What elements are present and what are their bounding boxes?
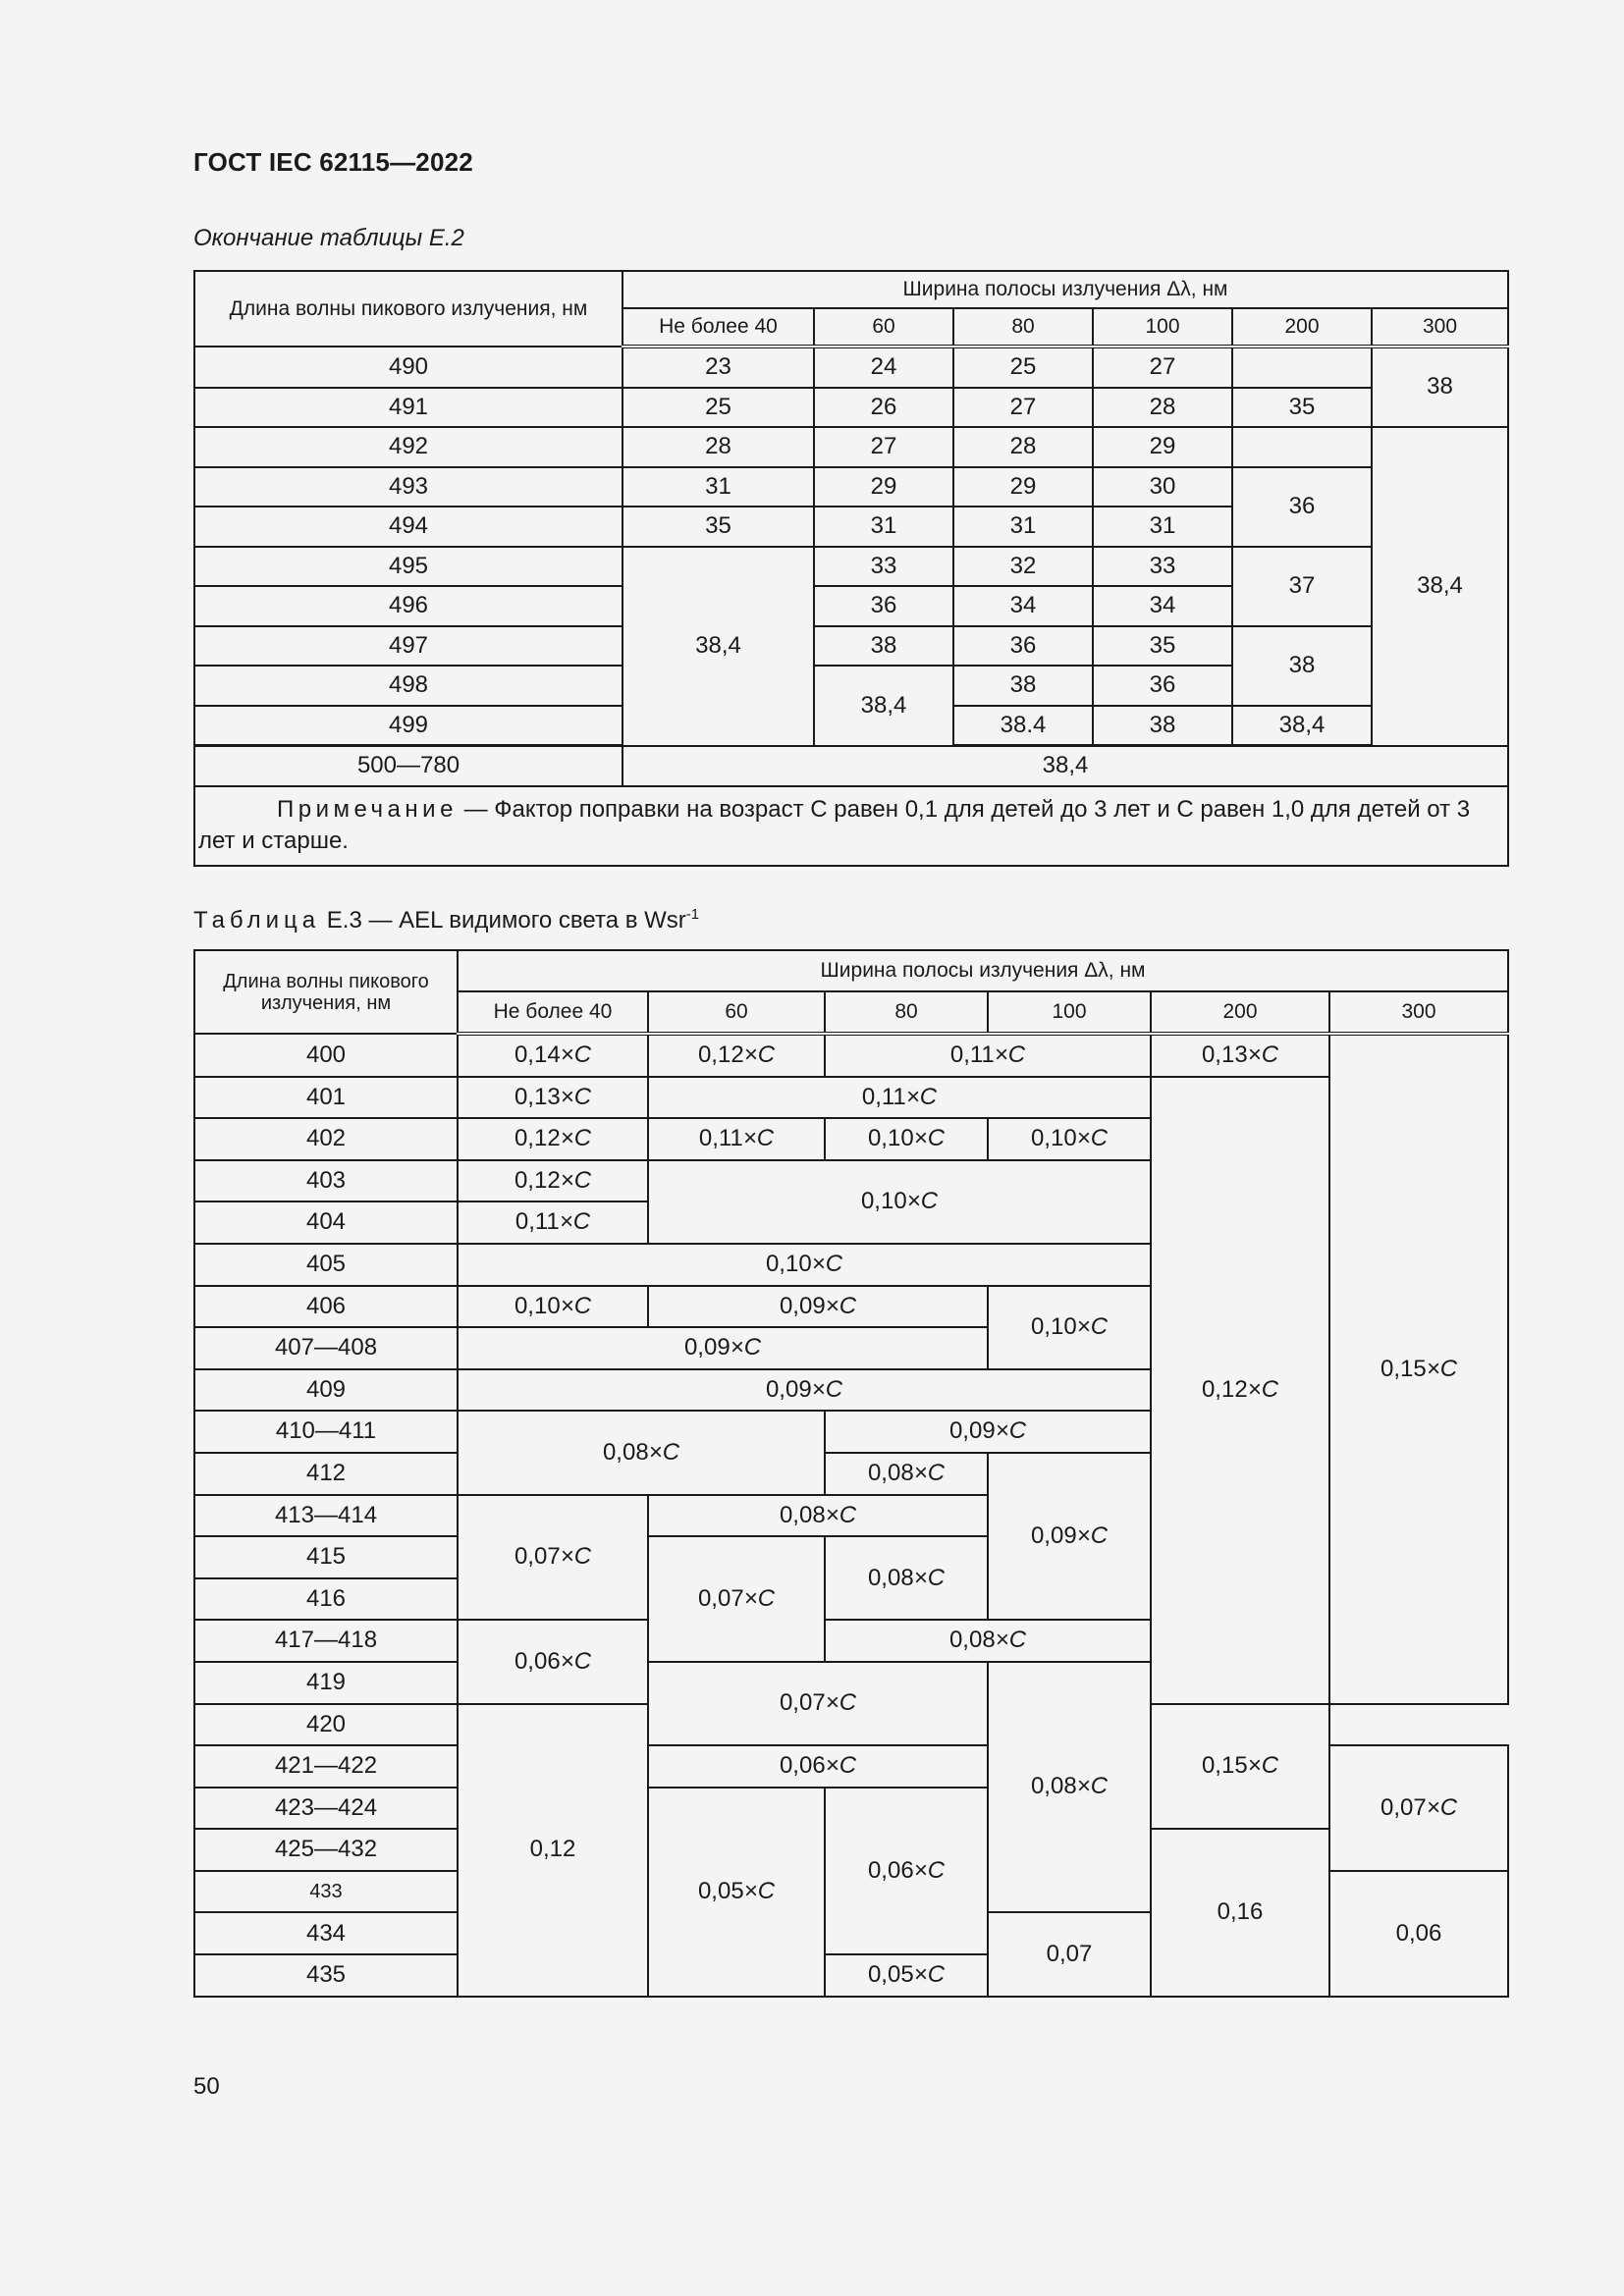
value-cell: 0,08×C (458, 1411, 825, 1494)
page-number: 50 (193, 2073, 220, 2100)
wavelength-cell: 401 (194, 1077, 458, 1119)
value-cell: 0,13×C (458, 1077, 648, 1119)
value-cell: 31 (623, 467, 814, 507)
table-e2 (193, 270, 1509, 867)
table-note (194, 786, 1508, 867)
value-cell: 0,10×C (648, 1160, 1151, 1244)
header-bw-80: 80 (953, 308, 1093, 347)
value-cell: 30 (1093, 467, 1232, 507)
wavelength-cell: 499 (194, 706, 623, 746)
value-cell: 35 (1093, 626, 1232, 667)
value-cell: 0,10×C (988, 1286, 1151, 1369)
value-cell: 31 (953, 507, 1093, 547)
wavelength-cell: 495 (194, 547, 623, 587)
value-cell: 0,12×C (458, 1118, 648, 1160)
wavelength-cell: 404 (194, 1201, 458, 1244)
value-cell: 0,15×C (1329, 1034, 1508, 1704)
value-cell: 0,12 (458, 1704, 648, 1997)
value-cell: 0,09×C (458, 1327, 988, 1369)
wavelength-cell: 493 (194, 467, 623, 507)
value-cell: 0,12×C (648, 1034, 825, 1077)
value-cell: 0,09×C (458, 1369, 1151, 1412)
header-wavelength: Длина волны пикового излучения, нм (194, 950, 458, 1034)
note-label: Примечание (277, 795, 458, 823)
value-cell: 38,4 (623, 547, 814, 746)
value-cell: 37 (1232, 547, 1372, 626)
value-cell: 35 (1232, 388, 1372, 428)
value-cell: 25 (953, 347, 1093, 388)
wavelength-cell: 497 (194, 626, 623, 667)
header-bw-80: 80 (825, 991, 988, 1034)
value-cell: 0,07×C (458, 1495, 648, 1621)
value-cell: 36 (814, 586, 953, 626)
wavelength-cell: 500—780 (194, 746, 623, 786)
value-cell: 0,07×C (648, 1536, 825, 1662)
value-cell: 0,08×C (825, 1536, 988, 1620)
value-cell: 0,08×C (825, 1620, 1151, 1662)
header-bw-200: 200 (1151, 991, 1329, 1034)
wavelength-cell: 406 (194, 1286, 458, 1328)
wavelength-cell: 400 (194, 1034, 458, 1077)
value-cell: 34 (1093, 586, 1232, 626)
value-cell: 0,11×C (648, 1077, 1151, 1119)
value-cell: 0,06 (1329, 1871, 1508, 1997)
table-row (194, 746, 1508, 786)
wavelength-cell: 412 (194, 1453, 458, 1495)
value-cell: 0,09×C (988, 1453, 1151, 1620)
value-cell: 0,16 (1151, 1829, 1329, 1996)
table-row (194, 1077, 1508, 1119)
wavelength-cell: 407—408 (194, 1327, 458, 1369)
header-bw-100: 100 (988, 991, 1151, 1034)
wavelength-cell: 494 (194, 507, 623, 547)
wavelength-cell: 415 (194, 1536, 458, 1578)
wavelength-cell: 496 (194, 586, 623, 626)
header-bw-200: 200 (1232, 308, 1372, 347)
value-cell: 0,10×C (988, 1118, 1151, 1160)
table-row (194, 1034, 1508, 1077)
value-cell: 0,13×C (1151, 1034, 1329, 1077)
value-cell: 0,05×C (825, 1954, 988, 1997)
value-cell: 0,09×C (825, 1411, 1151, 1453)
note-text: — Фактор поправки на возраст C равен 0,1 для детей до 3 лет и C равен 1,0 для детей от 3 лет и старше. (198, 795, 1471, 854)
wavelength-cell: 498 (194, 666, 623, 706)
value-cell: 26 (814, 388, 953, 428)
wavelength-cell: 425—432 (194, 1829, 458, 1871)
table-row (194, 427, 1508, 467)
header-bw-40: Не более 40 (458, 991, 648, 1034)
wavelength-cell: 421—422 (194, 1745, 458, 1788)
value-cell: 0,09×C (648, 1286, 988, 1328)
header-bandwidth: Ширина полосы излучения Δλ, нм (458, 950, 1508, 991)
value-cell: 0,06×C (458, 1620, 648, 1703)
wavelength-cell: 492 (194, 427, 623, 467)
value-cell: 27 (1093, 347, 1232, 388)
table-row (194, 626, 1508, 667)
value-cell: 36 (953, 626, 1093, 667)
wavelength-cell: 423—424 (194, 1788, 458, 1830)
value-cell: 0,07×C (648, 1662, 988, 1745)
value-cell: 31 (814, 507, 953, 547)
wavelength-cell: 419 (194, 1662, 458, 1704)
value-cell: 0,11×C (825, 1034, 1151, 1077)
wavelength-cell: 491 (194, 388, 623, 428)
value-cell: 0,05×C (648, 1788, 825, 1997)
value-cell: 0,08×C (988, 1662, 1151, 1913)
value-cell: 23 (623, 347, 814, 388)
value-cell: 0,08×C (648, 1495, 988, 1537)
table-row (194, 347, 1508, 388)
header-bw-60: 60 (648, 991, 825, 1034)
value-cell: 0,15×C (1151, 1704, 1329, 1830)
value-cell: 0,10×C (458, 1244, 1151, 1286)
header-bw-300: 300 (1329, 991, 1508, 1034)
value-cell: 28 (953, 427, 1093, 467)
wavelength-cell: 416 (194, 1578, 458, 1621)
value-cell: 29 (814, 467, 953, 507)
value-cell: 38,4 (1372, 427, 1508, 746)
value-cell: 38 (953, 666, 1093, 706)
value-cell: 38.4 (953, 706, 1093, 746)
value-cell: 27 (814, 427, 953, 467)
header-bw-300: 300 (1372, 308, 1508, 347)
value-cell: 38,4 (814, 666, 953, 746)
value-cell: 0,12×C (458, 1160, 648, 1202)
header-wavelength: Длина волны пикового излучения, нм (194, 271, 623, 347)
empty-cell (1232, 347, 1372, 388)
value-cell: 34 (953, 586, 1093, 626)
wavelength-cell: 420 (194, 1704, 458, 1746)
value-cell: 0,07 (988, 1912, 1151, 1996)
document-title: ГОСТ IEC 62115—2022 (193, 147, 473, 177)
wavelength-cell: 434 (194, 1912, 458, 1954)
value-cell: 33 (1093, 547, 1232, 587)
value-cell: 0,06×C (825, 1788, 988, 1954)
value-cell: 29 (953, 467, 1093, 507)
value-cell: 33 (814, 547, 953, 587)
table-e3-caption: Таблица Е.3 — AEL видимого света в Wsr$^{-1}$ (193, 906, 700, 934)
empty-cell (1232, 427, 1372, 467)
table-row (194, 388, 1508, 428)
value-cell: 35 (623, 507, 814, 547)
wavelength-cell: 409 (194, 1369, 458, 1412)
value-cell: 29 (1093, 427, 1232, 467)
value-cell: 28 (623, 427, 814, 467)
value-cell: 0,11×C (458, 1201, 648, 1244)
table-e2-caption: Окончание таблицы Е.2 (193, 225, 464, 251)
table-e3 (193, 949, 1509, 1998)
wavelength-cell: 413—414 (194, 1495, 458, 1537)
value-cell: 31 (1093, 507, 1232, 547)
table-row (194, 467, 1508, 507)
wavelength-cell: 405 (194, 1244, 458, 1286)
value-cell: 0,12×C (1151, 1077, 1329, 1704)
value-cell: 25 (623, 388, 814, 428)
value-cell: 38,4 (623, 746, 1508, 786)
value-cell: 38 (1372, 347, 1508, 427)
wavelength-cell: 490 (194, 347, 623, 388)
wavelength-cell: 417—418 (194, 1620, 458, 1662)
wavelength-cell: 402 (194, 1118, 458, 1160)
header-bw-100: 100 (1093, 308, 1232, 347)
table-row (194, 547, 1508, 587)
value-cell: 36 (1232, 467, 1372, 547)
header-bandwidth: Ширина полосы излучения Δλ, нм (623, 271, 1508, 308)
value-cell: 0,10×C (458, 1286, 648, 1328)
value-cell: 0,11×C (648, 1118, 825, 1160)
value-cell: 24 (814, 347, 953, 388)
value-cell: 38,4 (1232, 706, 1372, 746)
wavelength-cell: 410—411 (194, 1411, 458, 1453)
value-cell: 0,14×C (458, 1034, 648, 1077)
value-cell: 36 (1093, 666, 1232, 706)
wavelength-cell: 403 (194, 1160, 458, 1202)
wavelength-cell: 433 (194, 1871, 458, 1913)
value-cell: 0,07×C (1329, 1745, 1508, 1871)
header-bw-60: 60 (814, 308, 953, 347)
value-cell: 0,08×C (825, 1453, 988, 1495)
value-cell: 38 (1232, 626, 1372, 706)
value-cell: 38 (1093, 706, 1232, 746)
value-cell: 32 (953, 547, 1093, 587)
header-bw-40: Не более 40 (623, 308, 814, 347)
value-cell: 28 (1093, 388, 1232, 428)
wavelength-cell: 435 (194, 1954, 458, 1997)
value-cell: 38 (814, 626, 953, 667)
value-cell: 0,06×C (648, 1745, 988, 1788)
value-cell: 0,10×C (825, 1118, 988, 1160)
value-cell: 27 (953, 388, 1093, 428)
